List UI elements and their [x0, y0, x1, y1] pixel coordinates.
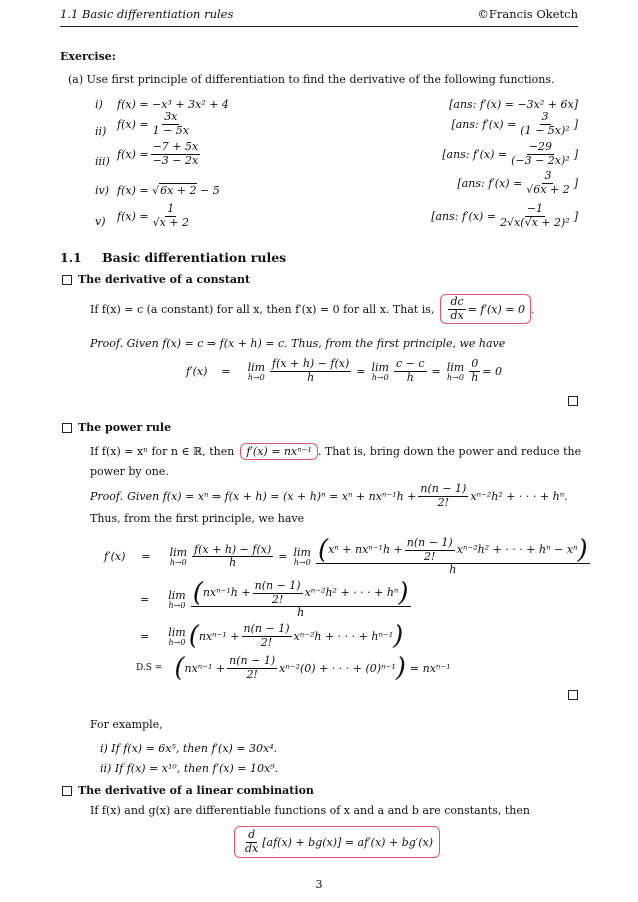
fraction-denominator: √6x + 2 [526, 182, 570, 196]
exercise-item-function: f(x) = −x³ + 3x² + 4 [117, 98, 229, 111]
exercise-item-function [117, 203, 193, 229]
numerator-pre: xⁿ + nxⁿ⁻¹h + [328, 542, 403, 556]
fraction-denominator: 2! [424, 549, 436, 563]
power-proof-step-4 [136, 653, 451, 684]
checkbox-icon [62, 423, 72, 433]
equation-result: = 0 [482, 364, 502, 378]
boxed-fraction [448, 296, 465, 322]
numerator-post: xⁿ⁻²h² + · · · + hⁿ [304, 585, 399, 599]
paren-close: ) [577, 535, 588, 566]
numerator-pre: nxⁿ⁻¹h + [202, 585, 251, 599]
limit-sub: h→0 [169, 558, 187, 568]
power-proof-line2: Thus, from the first principle, we have [90, 512, 305, 525]
expression-post: xⁿ⁻²h + · · · + hⁿ⁻¹ [293, 629, 394, 643]
boxed-rhs: = f′(x) = 0 [467, 302, 525, 316]
expression-post: xⁿ⁻²(0) + · · · + (0)ⁿ⁻¹ [279, 661, 396, 675]
limit [447, 361, 464, 382]
running-header-copyright: ©Francis Oketch [477, 7, 578, 21]
inner-fraction [242, 623, 292, 649]
limit-word: lim [293, 546, 311, 560]
qed-icon [568, 396, 578, 406]
section-heading [60, 250, 286, 265]
paren-open: ( [192, 578, 203, 609]
limit [248, 361, 265, 382]
power-rule-statement-line2: power by one. [90, 465, 169, 478]
fraction-numerator: f(x + h) − f(x) [272, 357, 350, 370]
exercise-item-function [117, 184, 220, 197]
fraction-numerator: n(n − 1) [243, 622, 290, 635]
exercise-item-num: i) [95, 98, 103, 111]
exercise-item-num: v) [95, 215, 106, 228]
expression-pre: nxⁿ⁻¹ + [198, 629, 240, 643]
power-proof-step-2: = lim h→0 ( nxⁿ⁻¹h + $\frac{n(n - 1)}{2!}$ xⁿ⁻²h² + · · · + hⁿ ) h [140, 578, 409, 620]
exercise-item-function [117, 141, 202, 167]
function-radicand: 6x + 2 [160, 184, 197, 197]
power-rule-title: The power rule [78, 421, 172, 434]
linear-rule-title: The derivative of a linear combination [78, 784, 314, 797]
section-number: 1.1 [60, 250, 82, 265]
paren-close: ) [395, 653, 406, 684]
limit-word: lim [371, 360, 389, 374]
fraction-numerator: n(n − 1) [229, 654, 276, 667]
answer-fraction [524, 170, 571, 196]
equation-fraction [270, 358, 351, 384]
limit [294, 546, 311, 567]
answer-fraction [509, 141, 572, 167]
fraction-denominator: h [406, 370, 414, 384]
equation-fraction [191, 580, 411, 620]
exercise-item-answer [442, 141, 578, 167]
equation-lhs: f′(x) [186, 364, 208, 378]
direct-substitution-equals: D.S = [136, 663, 163, 674]
power-rule-boxed-formula: f′(x) = nxⁿ⁻¹ [240, 443, 318, 460]
limit-word: lim [169, 546, 188, 560]
power-proof-step-1: f′(x) = lim h→0 $\frac{f(x + h) - f(x)}{h}$ = lim h→0 ( xⁿ + nxⁿ⁻¹h + $\frac{n(n - 1)}{2!}$ xⁿ⁻²h² + · · · + hⁿ − xⁿ ) h [104, 535, 588, 577]
equation-result: = nxⁿ⁻¹ [409, 661, 451, 675]
fraction-numerator: 3 [544, 169, 552, 182]
exercise-item-answer [457, 170, 578, 196]
fraction-denominator: √x + 2 [152, 215, 189, 229]
function-rest: − 5 [196, 184, 220, 197]
function-lhs: f(x) = [117, 209, 149, 223]
example-item: i) If f(x) = 6x⁵, then f′(x) = 30x⁴. [100, 742, 278, 755]
fraction-denominator: h [449, 563, 457, 577]
constant-rule-title: The derivative of a constant [78, 273, 251, 286]
checkbox-icon [62, 786, 72, 796]
example-label: For example, [90, 718, 163, 731]
limit [372, 361, 389, 382]
answer-lhs: [ans: f′(x) = [451, 117, 517, 131]
exercise-title: Exercise: [60, 50, 116, 63]
paren-open: ( [174, 653, 185, 684]
running-header-section: 1.1 Basic differentiation rules [60, 7, 234, 21]
fraction-denominator: h [229, 556, 237, 570]
function-fraction [151, 141, 201, 167]
fraction-numerator: dc [450, 295, 464, 308]
answer-lhs: [ans: f′(x) = [442, 147, 508, 161]
fraction-numerator [316, 537, 590, 564]
linear-rule-boxed-formula [234, 826, 440, 858]
limit-word: lim [168, 625, 186, 639]
fraction-numerator: 0 [471, 357, 479, 370]
fraction-numerator: n(n − 1) [420, 482, 467, 495]
exercise-item-num: iv) [95, 184, 110, 197]
limit-sub: h→0 [371, 372, 389, 382]
equation-equals: = [431, 364, 441, 378]
limit [168, 589, 185, 610]
fraction-denominator: 2! [246, 667, 258, 681]
linear-rule-heading [62, 784, 314, 797]
inner-fraction [227, 655, 277, 681]
limit-word: lim [168, 589, 186, 603]
limit-sub: h→0 [293, 558, 311, 568]
fraction-denominator: dx [450, 308, 464, 322]
limit-sub: h→0 [446, 372, 464, 382]
fraction-denominator: (1 − 5x)² [520, 123, 570, 137]
answer-rhs: ] [573, 176, 578, 190]
equation-equals: = [221, 364, 231, 378]
answer-rhs: ] [573, 117, 578, 131]
exercise-item-num: iii) [95, 155, 110, 168]
constant-rule-text: If f(x) = c (a constant) for all x, then f′(x) = 0 for all x. That is, [90, 302, 435, 316]
paren-close: ) [398, 578, 409, 609]
limit-sub: h→0 [168, 637, 186, 647]
exercise-item-answer [451, 111, 578, 137]
answer-fraction [498, 203, 572, 229]
section-title: Basic differentiation rules [102, 250, 287, 265]
fraction-numerator: 3x [164, 110, 178, 123]
constant-proof-equation [186, 358, 502, 384]
constant-rule-heading [62, 273, 250, 286]
fraction-numerator: n(n − 1) [254, 579, 301, 592]
constant-rule-statement: If f(x) = c (a constant) for all x, then f′(x) = 0 for all x. That is, $\frac{dc}{dx}$ = f′(x) = 0 . [90, 294, 535, 324]
power-rule-text-post: . That is, bring down the power and reduce the [317, 445, 582, 458]
fraction-denominator: −3 − 2x [152, 153, 199, 167]
proof-tail: xⁿ⁻²h² + · · · + hⁿ. [470, 489, 568, 503]
constant-rule-boxed-formula [440, 294, 531, 324]
function-fraction [151, 203, 191, 229]
constant-proof-intro [90, 337, 505, 350]
paren-open: ( [317, 535, 329, 566]
fraction-numerator: −7 + 5x [152, 140, 199, 153]
header-rule [60, 26, 578, 27]
proof-text: Given f(x) = xⁿ ⇒ f(x + h) = (x + h)ⁿ = xⁿ + nxⁿ⁻¹h + [127, 489, 417, 503]
function-lhs: f(x) = [117, 147, 149, 161]
exercise-item-answer [431, 203, 578, 229]
boxed-formula [234, 826, 440, 858]
inner-fraction [405, 537, 455, 563]
boxed-rhs: [af(x) + bg(x)] = af′(x) + bg′(x) [262, 835, 434, 849]
fraction-numerator: −29 [528, 140, 552, 153]
equation-fraction [469, 358, 480, 384]
fraction-numerator: f(x + h) − f(x) [194, 542, 272, 556]
equation-fraction [316, 537, 590, 577]
fraction-denominator: 2√x(√x + 2)² [500, 215, 570, 229]
exercise-item-function [117, 111, 193, 137]
proof-text: Given f(x) = c ⇒ f(x + h) = c. Thus, from the first principle, we have [126, 337, 506, 350]
fraction-denominator: h [471, 370, 479, 384]
proof-label: Proof. [90, 337, 124, 350]
equation-fraction [394, 358, 427, 384]
power-proof-intro [90, 483, 568, 509]
limit [168, 626, 185, 647]
fraction-denominator: h [307, 370, 315, 384]
answer-rhs: ] [573, 209, 578, 223]
fraction-denominator: 2! [260, 635, 273, 649]
function-lhs: f(x) = [117, 117, 149, 131]
fraction-denominator: dx [245, 841, 259, 855]
power-proof-step-3: = lim h→0 ( nxⁿ⁻¹ + $\frac{n(n - 1)}{2!}$ xⁿ⁻²h + · · · + hⁿ⁻¹ ) [140, 621, 404, 652]
power-rule-heading [62, 421, 171, 434]
answer-lhs: [ans: f′(x) = [457, 176, 523, 190]
page-number: 3 [315, 878, 323, 891]
fraction-denominator: h [297, 606, 305, 620]
power-rule-statement [90, 443, 581, 460]
fraction-numerator: −1 [526, 202, 543, 215]
fraction-numerator: n(n − 1) [406, 536, 453, 549]
inner-fraction [253, 580, 303, 606]
power-rule-text: If f(x) = xⁿ for n ∈ ℝ, then [90, 445, 235, 458]
paren-open: ( [188, 621, 199, 652]
paren-close: ) [393, 621, 404, 652]
equation-lhs: f′(x) [104, 550, 126, 564]
example-item: ii) If f(x) = x¹⁰, then f′(x) = 10x⁹. [100, 762, 279, 775]
checkbox-icon [62, 275, 72, 285]
fraction-denominator: 1 − 5x [152, 123, 189, 137]
limit-sub: h→0 [168, 601, 186, 611]
proof-label: Proof. [90, 489, 124, 503]
function-lhs: f(x) = √ [117, 184, 160, 197]
fraction-numerator: 3 [541, 110, 549, 123]
fraction-numerator: d [248, 828, 256, 841]
exercise-instruction: (a) Use first principle of differentiation to find the derivative of the following functions. [68, 73, 555, 86]
answer-rhs: ] [573, 147, 578, 161]
fraction-denominator: 2! [437, 495, 450, 509]
exercise-item-answer: [ans: f′(x) = −3x² + 6x] [449, 98, 578, 111]
fraction-numerator: 1 [167, 202, 175, 215]
limit-word: lim [446, 360, 465, 374]
answer-lhs: [ans: f′(x) = [431, 209, 497, 223]
qed-icon [568, 690, 578, 700]
limit-word: lim [247, 360, 266, 374]
expression-pre: nxⁿ⁻¹ + [184, 661, 226, 675]
fraction-denominator: 2! [271, 592, 284, 606]
fraction-denominator: (−3 − 2x)² [511, 153, 570, 167]
derivative-operator [243, 829, 260, 855]
numerator-post: xⁿ⁻²h² + · · · + hⁿ − xⁿ [456, 542, 578, 556]
fraction-numerator [191, 580, 411, 607]
exercise-item-num: ii) [95, 125, 107, 138]
answer-fraction [518, 111, 571, 137]
linear-rule-statement: If f(x) and g(x) are differentiable functions of x and a and b are constants, then [90, 804, 530, 817]
fraction-numerator: c − c [395, 357, 425, 370]
limit [170, 546, 187, 567]
proof-fraction [418, 483, 468, 509]
function-fraction [151, 111, 191, 137]
equation-fraction [192, 544, 273, 570]
equation-equals: = [356, 364, 366, 378]
limit-sub: h→0 [247, 372, 265, 382]
